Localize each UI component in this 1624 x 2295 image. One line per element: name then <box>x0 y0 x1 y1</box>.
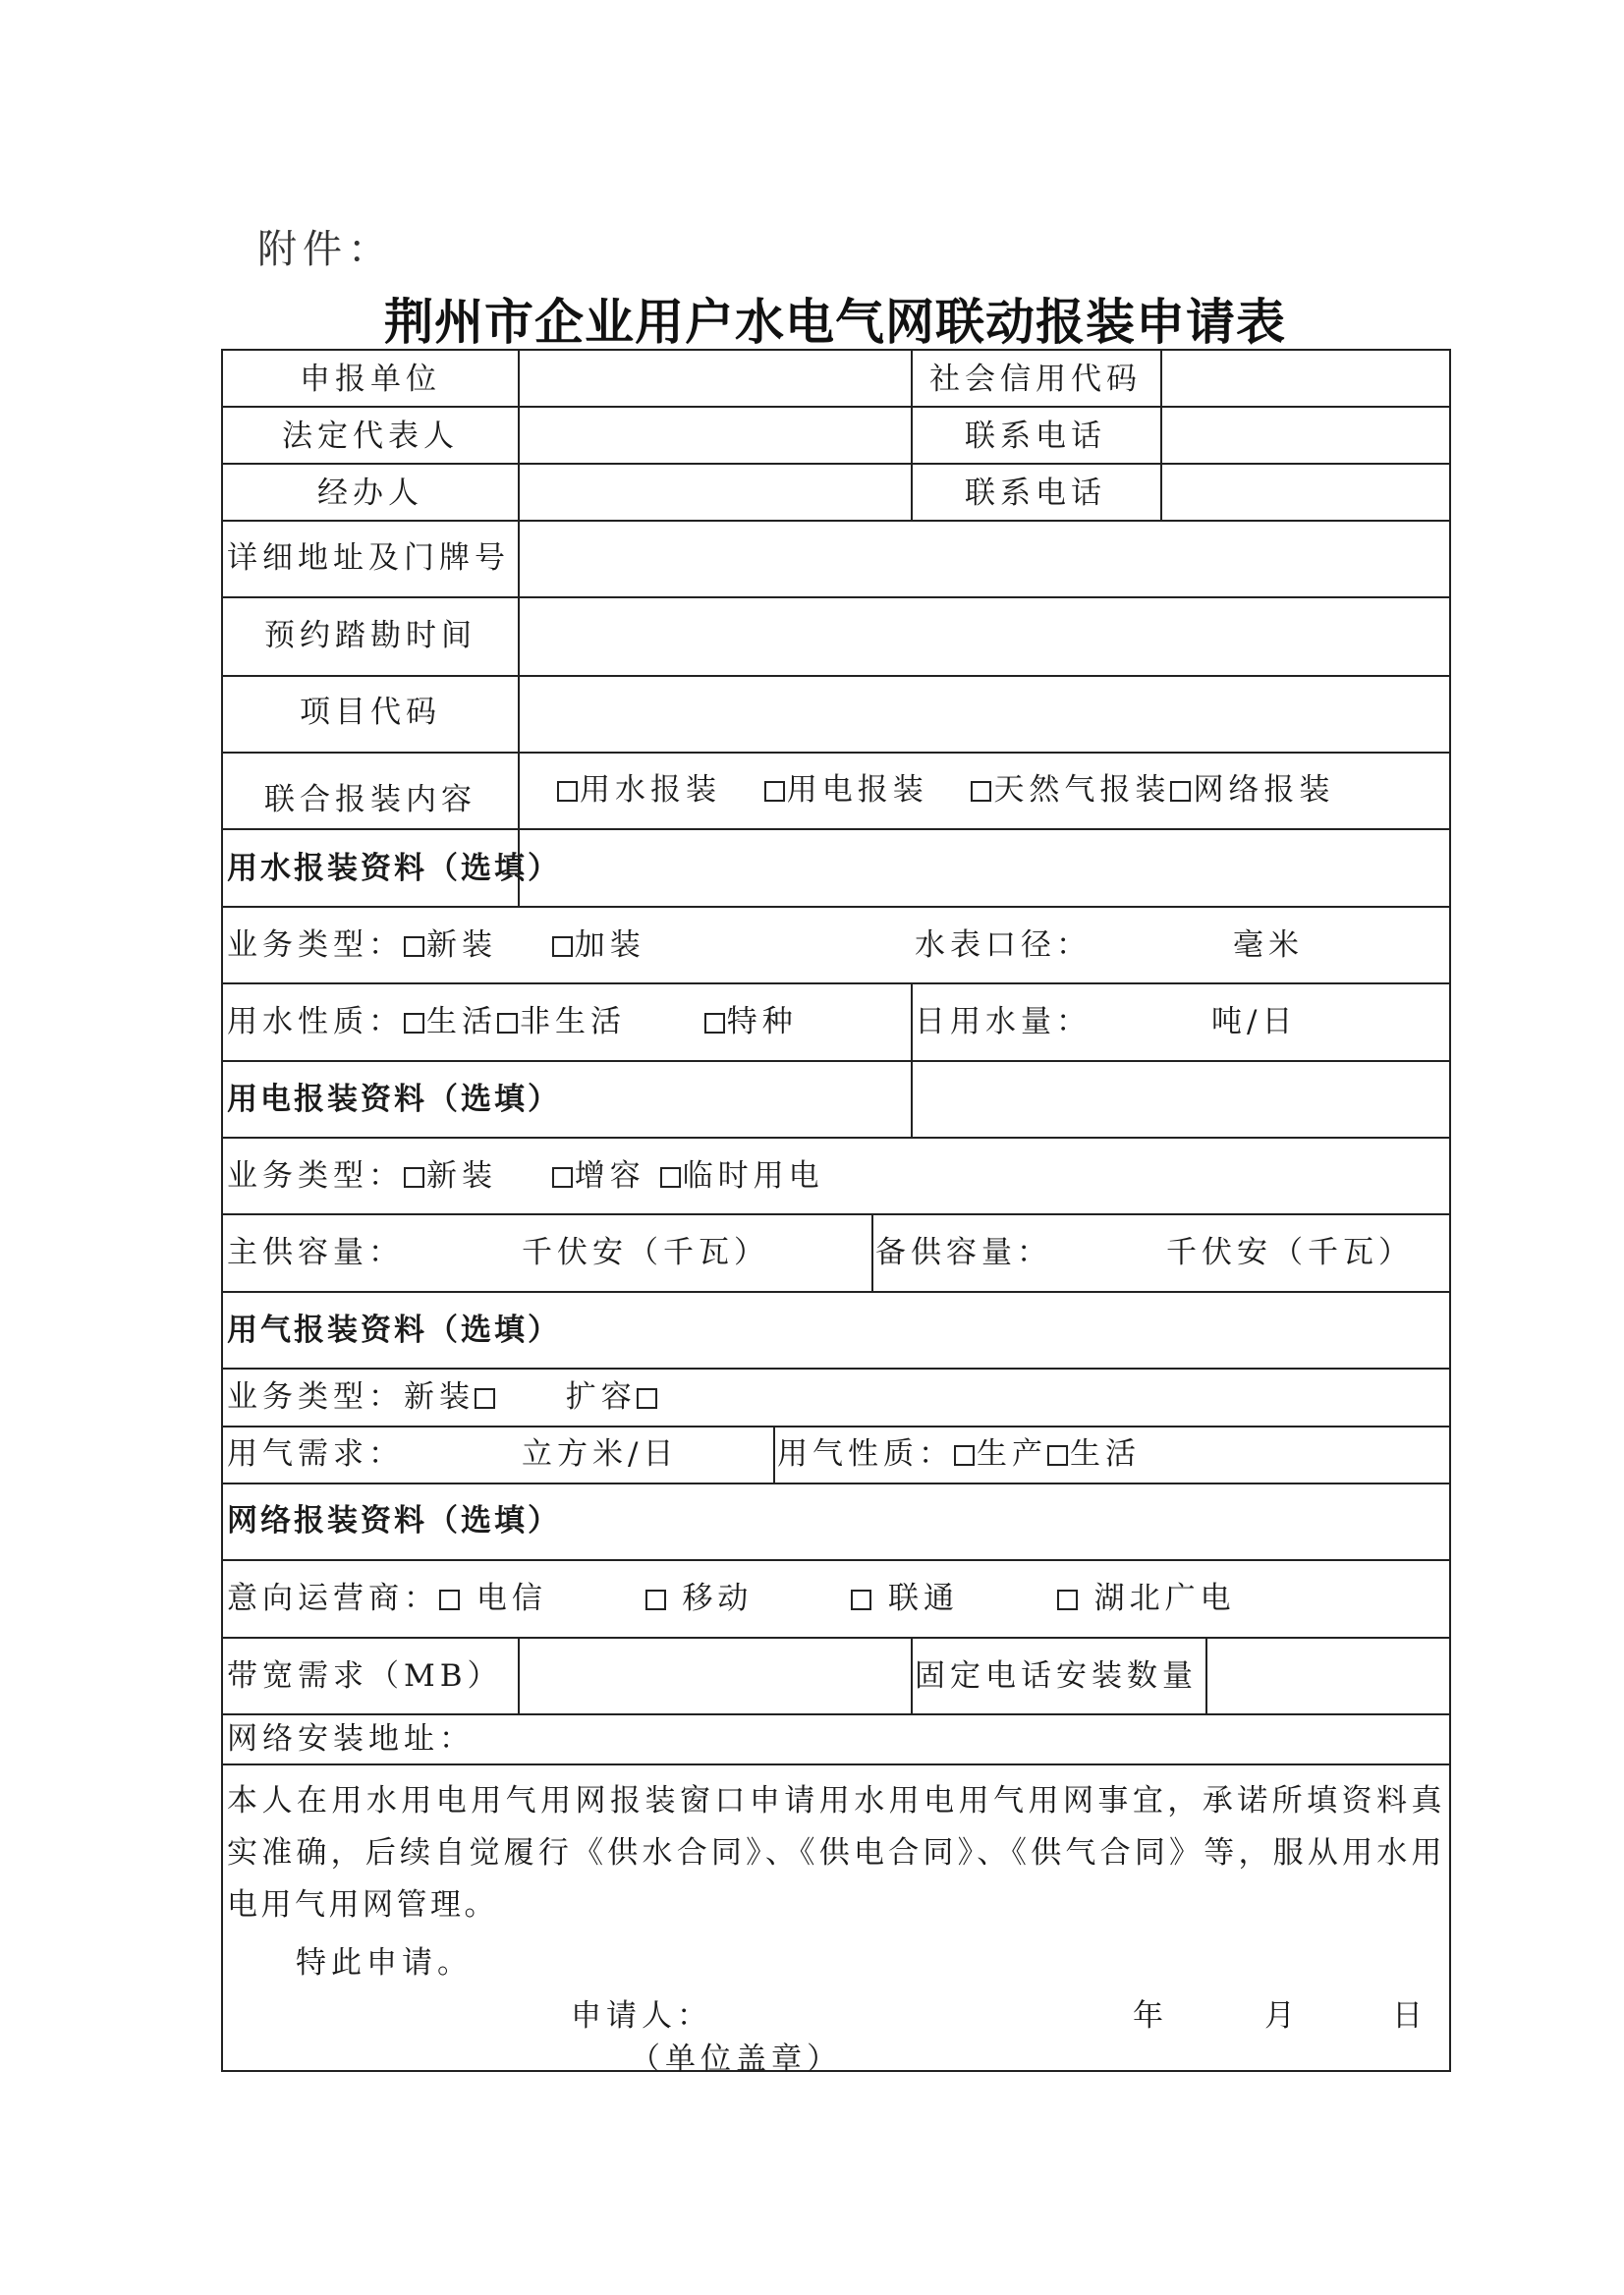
col-divider <box>871 1213 873 1291</box>
option-domestic: 生活 <box>1070 1436 1141 1472</box>
electric-business-label: 业务类型： <box>227 1158 404 1194</box>
attachment-label: 附件： <box>257 227 393 272</box>
gas-demand-unit: 立方米/日 <box>522 1436 679 1472</box>
option-non-domestic: 非生活 <box>520 1004 626 1039</box>
operator-mobile: 移动 <box>682 1581 754 1616</box>
col-divider <box>518 1637 520 1713</box>
option-network: 网络报装 <box>1193 772 1335 808</box>
row-divider <box>223 1559 1449 1561</box>
row-divider <box>223 1213 1449 1215</box>
col-divider <box>911 1637 913 1713</box>
electric-business-type <box>227 1158 824 1194</box>
checkbox[interactable] <box>552 1167 573 1188</box>
option-temporary-power: 临时用电 <box>682 1158 824 1194</box>
row-divider <box>223 1291 1449 1293</box>
operator-label: 意向运营商： <box>227 1581 439 1616</box>
row-divider <box>223 463 1449 465</box>
checkbox[interactable] <box>971 781 991 802</box>
legal-rep-label: 法定代表人 <box>282 419 459 454</box>
month-label: 月 <box>1264 1998 1300 2034</box>
row-divider <box>223 1060 1449 1062</box>
water-business-type <box>227 927 645 963</box>
backup-capacity-label: 备供容量： <box>875 1235 1052 1270</box>
meter-label: 水表口径： <box>915 927 1092 963</box>
row-divider <box>223 1763 1449 1765</box>
operator-hubei-broadcast: 湖北广电 <box>1093 1581 1236 1616</box>
checkbox[interactable] <box>404 1013 424 1034</box>
row-divider <box>223 596 1449 598</box>
phone-label: 联系电话 <box>965 419 1106 454</box>
row-divider <box>223 1426 1449 1427</box>
network-operators <box>227 1581 1236 1616</box>
checkbox[interactable] <box>552 936 573 957</box>
joint-options <box>557 772 1335 808</box>
option-electric: 用电报装 <box>786 772 928 808</box>
phone-count-label: 固定电话安装数量 <box>915 1658 1198 1694</box>
install-address-label: 网络安装地址： <box>227 1721 475 1757</box>
row-divider <box>223 1368 1449 1370</box>
operator-telecom: 电信 <box>476 1581 547 1616</box>
closing-text: 特此申请。 <box>296 1945 473 1981</box>
checkbox[interactable] <box>475 1388 495 1409</box>
gas-nature-label: 用气性质： <box>777 1436 954 1472</box>
option-gas: 天然气报装 <box>993 772 1171 808</box>
checkbox[interactable] <box>497 1013 518 1034</box>
handler-label: 经办人 <box>317 476 423 511</box>
phone-label: 联系电话 <box>965 476 1106 511</box>
col-divider <box>911 982 913 1137</box>
water-business-label: 业务类型： <box>227 927 404 963</box>
checkbox[interactable] <box>439 1590 460 1610</box>
row-divider <box>223 675 1449 677</box>
seal-note: （单位盖章） <box>630 2042 842 2077</box>
checkbox[interactable] <box>1170 781 1191 802</box>
row-divider <box>223 1713 1449 1715</box>
credit-code-label: 社会信用代码 <box>929 362 1142 397</box>
application-form <box>221 349 1451 2077</box>
row-divider <box>223 828 1449 830</box>
gas-section-title: 用气报装资料（选填） <box>227 1313 561 1348</box>
checkbox[interactable] <box>851 1590 871 1610</box>
year-label: 年 <box>1133 1998 1168 2034</box>
bandwidth-label: 带宽需求（MB） <box>227 1658 503 1694</box>
option-new-install: 新装 <box>426 1158 497 1194</box>
project-code-label: 项目代码 <box>300 695 441 730</box>
gas-demand-label: 用气需求： <box>227 1436 404 1472</box>
main-capacity-unit: 千伏安（千瓦） <box>522 1235 769 1270</box>
row-divider <box>223 406 1449 408</box>
main-capacity-label: 主供容量： <box>227 1235 404 1270</box>
daily-water-label: 日用水量： <box>915 1004 1092 1039</box>
option-new-install: 新装 <box>426 927 497 963</box>
declaration-text: 本人在用水用电用气用网报装窗口申请用水用电用气用网事宜，承诺所填资料真实准确，后续自觉履行《供水合同》、《供电合同》、《供气合同》等，服从用水用电用气用网管理。 <box>227 1783 1445 1923</box>
checkbox[interactable] <box>557 781 578 802</box>
applicant-label: 申请人： <box>571 1998 712 2034</box>
water-nature-label: 用水性质： <box>227 1004 404 1039</box>
col-divider <box>518 351 520 828</box>
checkbox[interactable] <box>660 1167 681 1188</box>
checkbox[interactable] <box>404 1167 424 1188</box>
operator-unicom: 联通 <box>888 1581 960 1616</box>
option-domestic: 生活 <box>426 1004 497 1039</box>
gas-business-label: 业务类型： <box>227 1379 404 1415</box>
col-divider <box>1160 351 1162 520</box>
meter-unit: 毫米 <box>1233 927 1304 963</box>
row-divider <box>223 1137 1449 1139</box>
checkbox[interactable] <box>645 1590 666 1610</box>
row-divider <box>223 982 1449 984</box>
checkbox[interactable] <box>1057 1590 1078 1610</box>
water-nature <box>227 1004 798 1039</box>
checkbox[interactable] <box>637 1388 657 1409</box>
survey-time-label: 预约踏勘时间 <box>264 618 476 653</box>
checkbox[interactable] <box>1047 1445 1068 1466</box>
daily-water-unit: 吨/日 <box>1211 1004 1298 1039</box>
option-add-install: 加装 <box>574 927 645 963</box>
row-divider <box>223 1483 1449 1484</box>
applicant-unit-label: 申报单位 <box>300 362 441 397</box>
row-divider <box>223 1637 1449 1639</box>
row-divider <box>223 752 1449 754</box>
row-divider <box>223 520 1449 522</box>
option-capacity-increase: 增容 <box>574 1158 645 1194</box>
day-label: 日 <box>1392 1998 1428 2034</box>
address-label: 详细地址及门牌号 <box>227 540 510 576</box>
checkbox[interactable] <box>404 936 424 957</box>
row-divider <box>223 906 1449 908</box>
checkbox[interactable] <box>704 1013 725 1034</box>
option-water: 用水报装 <box>580 772 721 808</box>
col-divider <box>773 1426 775 1483</box>
option-expand: 扩容 <box>565 1379 637 1415</box>
gas-business-type <box>227 1379 659 1415</box>
backup-capacity-unit: 千伏安（千瓦） <box>1166 1235 1414 1270</box>
option-special: 特种 <box>726 1004 798 1039</box>
option-new-install: 新装 <box>404 1379 475 1415</box>
joint-content-label: 联合报装内容 <box>264 782 476 817</box>
checkbox[interactable] <box>764 781 785 802</box>
checkbox[interactable] <box>954 1445 975 1466</box>
col-divider <box>1205 1637 1207 1713</box>
gas-nature <box>777 1436 1141 1472</box>
option-production: 生产 <box>977 1436 1047 1472</box>
network-section-title: 网络报装资料（选填） <box>227 1503 561 1539</box>
water-section-title: 用水报装资料（选填） <box>227 851 561 886</box>
page-title: 荆州市企业用户水电气网联动报装申请表 <box>384 293 1286 351</box>
electric-section-title: 用电报装资料（选填） <box>227 1082 561 1117</box>
